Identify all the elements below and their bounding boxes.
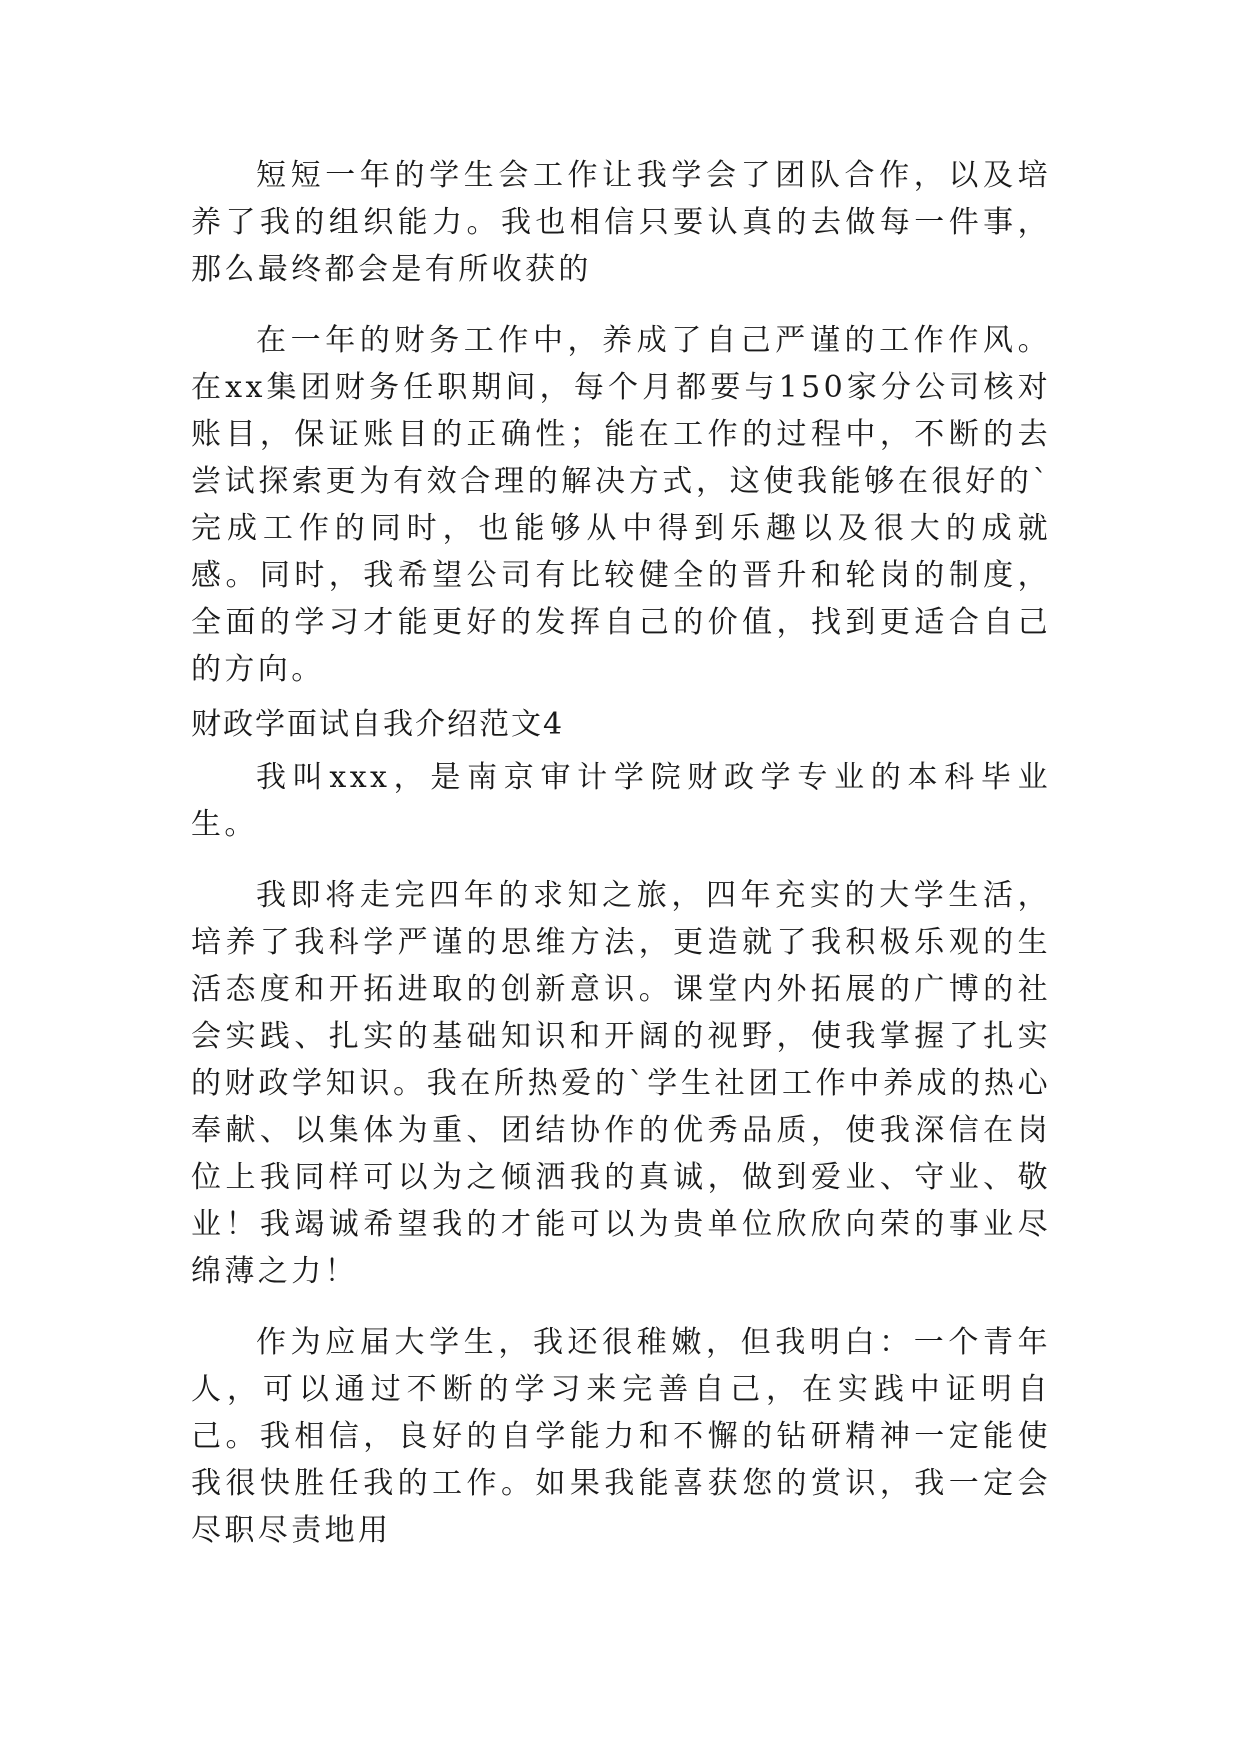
paragraph-student-union: 短短一年的学生会工作让我学会了团队合作，以及培养了我的组织能力。我也相信只要认真的去做每一件事，那么最终都会是有所收获的 [191, 158, 1051, 287]
paragraph-university-life: 我即将走完四年的求知之旅，四年充实的大学生活，培养了我科学严谨的思维方法，更造就了我积极乐观的生活态度和开拓进取的创新意识。课堂内外拓展的广博的社会实践、扎实的基础知识和开阔的视野，使我掌握了扎实的财政学知识。我在所热爱的`学生社团工作中养成的热心奉献、以集体为重、团结协作的优秀品质，使我深信在岗位上我同样可以为之倾洒我的真诚，做到爱业、守业、敬业！我竭诚希望我的才能可以为贵单位欣欣向荣的事业尽绵薄之力！ [191, 878, 1051, 1289]
paragraph-finance-work: 在一年的财务工作中，养成了自己严谨的工作作风。在xx集团财务任职期间，每个月都要与150家分公司核对账目，保证账目的正确性；能在工作的过程中，不断的去尝试探索更为有效合理的解决方式，这使我能够在很好的`完成工作的同时，也能够从中得到乐趣以及很大的成就感。同时，我希望公司有比较健全的晋升和轮岗的制度，全面的学习才能更好的发挥自己的价值，找到更适合自己的方向。 [191, 323, 1051, 687]
paragraph-graduate-outlook: 作为应届大学生，我还很稚嫩，但我明白：一个青年人，可以通过不断的学习来完善自己，在实践中证明自己。我相信，良好的自学能力和不懈的钻研精神一定能使我很快胜任我的工作。如果我能喜获您的赏识，我一定会尽职尽责地用 [191, 1325, 1051, 1548]
document-body [191, 152, 1051, 1554]
paragraph-introduction: 我叫xxx，是南京审计学院财政学专业的本科毕业生。 [191, 760, 1051, 842]
section-heading: 财政学面试自我介绍范文4 [191, 707, 565, 742]
